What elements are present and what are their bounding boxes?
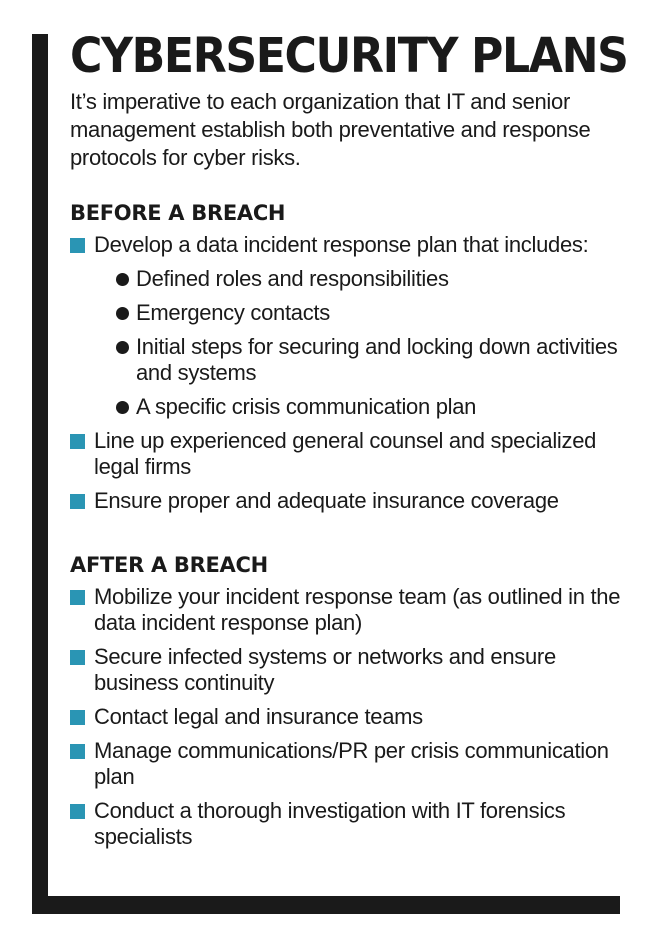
plan-includes-sublist xyxy=(114,266,630,420)
before-item-legal-counsel xyxy=(70,428,630,480)
after-item-mobilize xyxy=(70,584,630,636)
round-bullet-icon xyxy=(116,401,129,414)
before-breach-list xyxy=(70,232,630,514)
list-item-text: Develop a data incident response plan that includes: xyxy=(94,232,589,257)
square-bullet-icon xyxy=(70,238,85,253)
list-item-text: Secure infected systems or networks and ensure business continuity xyxy=(94,644,556,695)
before-item-develop-plan xyxy=(70,232,630,420)
sub-item-roles xyxy=(114,266,630,292)
list-item-text: Mobilize your incident response team (as outlined in the data incident response plan) xyxy=(94,584,621,635)
after-item-communications xyxy=(70,738,630,790)
after-item-contact-teams xyxy=(70,704,630,730)
round-bullet-icon xyxy=(116,273,129,286)
list-item-text: Manage communications/PR per crisis communication plan xyxy=(94,738,609,789)
list-item-text: Line up experienced general counsel and specialized legal firms xyxy=(94,428,597,479)
after-item-investigation xyxy=(70,798,630,850)
sub-item-text: Emergency contacts xyxy=(136,300,330,325)
sidebar-box xyxy=(70,28,630,858)
square-bullet-icon xyxy=(70,804,85,819)
after-breach-heading: AFTER A BREACH xyxy=(70,553,268,577)
before-breach-heading: BEFORE A BREACH xyxy=(70,201,286,225)
frame-left-border xyxy=(32,34,48,914)
square-bullet-icon xyxy=(70,710,85,725)
after-item-secure-systems xyxy=(70,644,630,696)
after-breach-list xyxy=(70,584,630,850)
square-bullet-icon xyxy=(70,590,85,605)
sub-item-text: Initial steps for securing and locking down activities and systems xyxy=(136,334,618,385)
sub-item-text: Defined roles and responsibilities xyxy=(136,266,449,291)
sub-item-text: A specific crisis communication plan xyxy=(136,394,477,419)
sub-item-crisis-plan xyxy=(114,394,630,420)
sub-item-initial-steps xyxy=(114,334,630,386)
square-bullet-icon xyxy=(70,744,85,759)
square-bullet-icon xyxy=(70,650,85,665)
round-bullet-icon xyxy=(116,341,129,354)
sub-item-emergency-contacts xyxy=(114,300,630,326)
page-title: CYBERSECURITY PLANS xyxy=(70,28,628,84)
list-item-text: Conduct a thorough investigation with IT forensics specialists xyxy=(94,798,566,849)
list-item-text: Contact legal and insurance teams xyxy=(94,704,423,729)
intro-text: It’s imperative to each organization that IT and senior management establish both preventative and response protocols for cyber risks. xyxy=(70,89,591,170)
square-bullet-icon xyxy=(70,494,85,509)
list-item-text: Ensure proper and adequate insurance coverage xyxy=(94,488,559,513)
frame-bottom-border xyxy=(32,896,620,914)
square-bullet-icon xyxy=(70,434,85,449)
round-bullet-icon xyxy=(116,307,129,320)
before-item-insurance xyxy=(70,488,630,514)
